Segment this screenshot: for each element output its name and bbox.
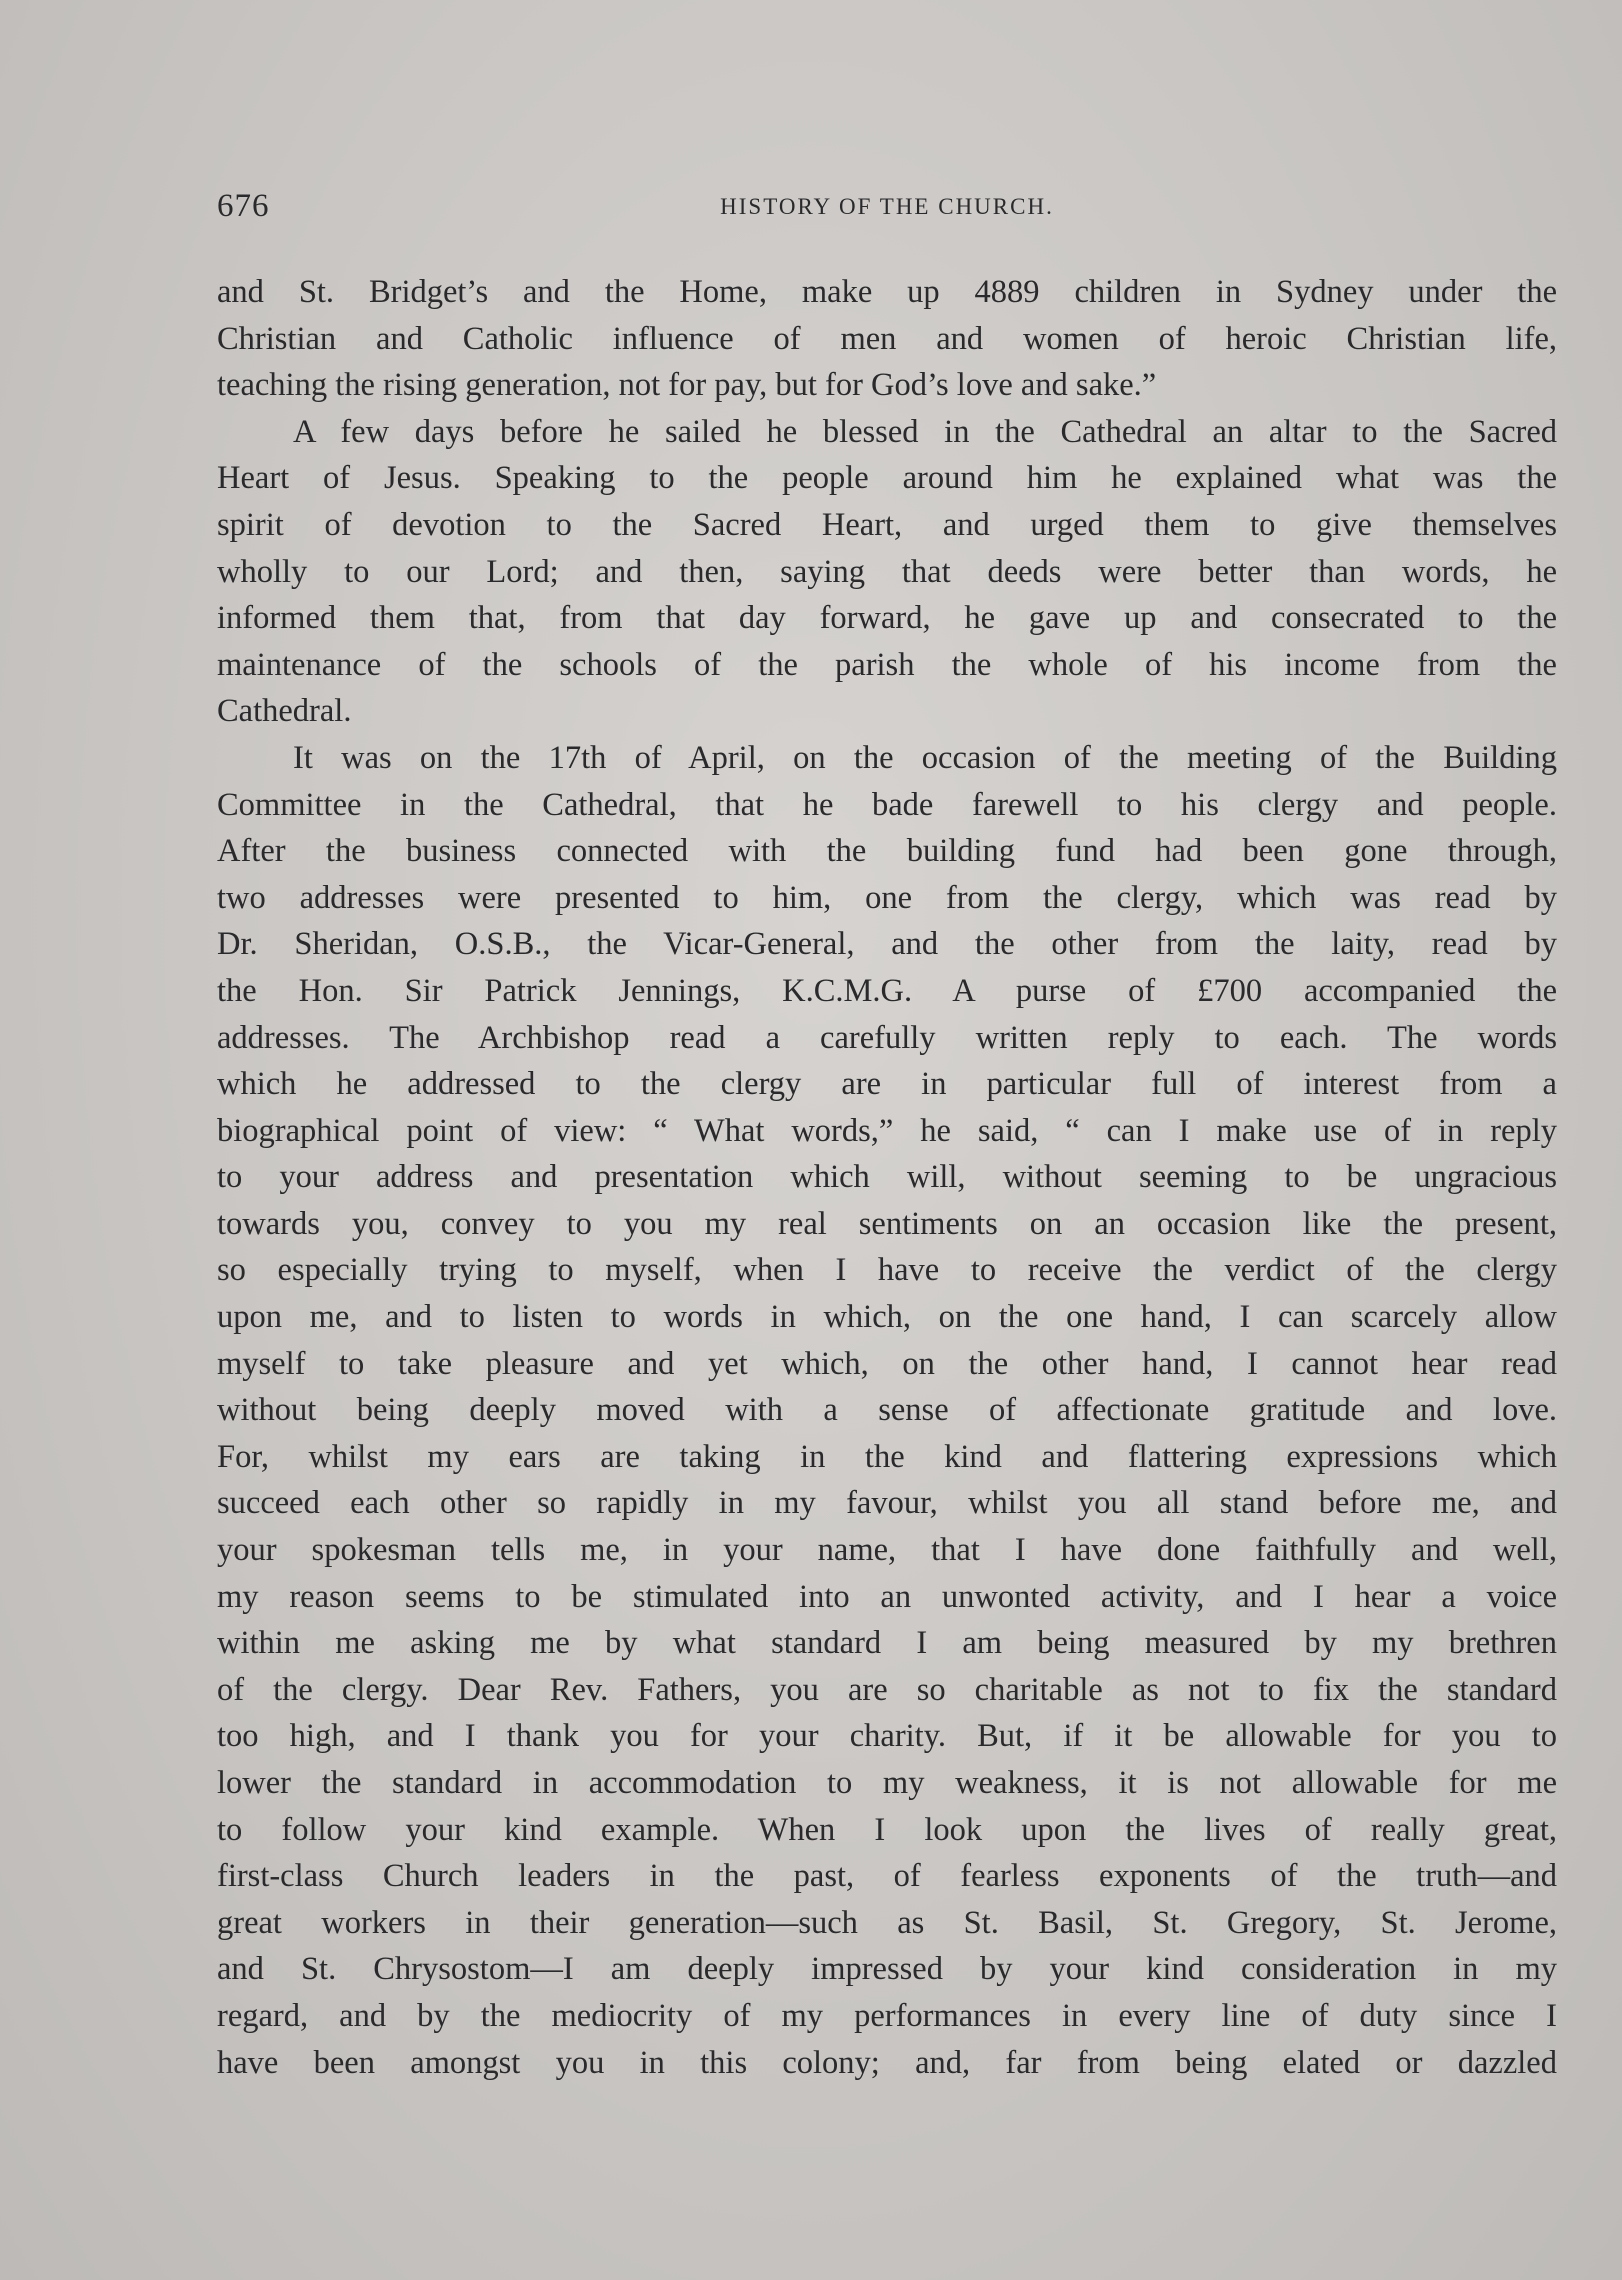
text-line: biographical point of view: “ What words,” he said, “ can I make use of in reply	[217, 1112, 1557, 1149]
text-line: two addresses were presented to him, one from the clergy, which was read by	[217, 879, 1557, 916]
text-line: Christian and Catholic influence of men and women of heroic Christian life,	[217, 320, 1557, 357]
text-line: and St. Bridget’s and the Home, make up 4889 children in Sydney under the	[217, 274, 1557, 310]
text-line: towards you, convey to you my real sentiments on an occasion like the present,	[217, 1205, 1557, 1242]
text-line: For, whilst my ears are taking in the kind and flattering expressions which	[217, 1438, 1557, 1475]
text-line: After the business connected with the building fund had been gone through,	[217, 833, 1557, 870]
text-line: too high, and I thank you for your charity. But, if it be allowable for you to	[217, 1718, 1557, 1755]
text-line: to your address and presentation which will, without seeming to be ungracious	[217, 1159, 1557, 1196]
text-line: wholly to our Lord; and then, saying that deeds were better than words, he	[217, 553, 1557, 590]
text-line: Dr. Sheridan, O.S.B., the Vicar-General, and the other from the laity, read by	[217, 926, 1557, 963]
text-line: my reason seems to be stimulated into an unwonted activity, and I hear a voice	[217, 1578, 1557, 1615]
text-line: spirit of devotion to the Sacred Heart, and urged them to give themselves	[217, 506, 1557, 543]
body-text	[217, 269, 1557, 2086]
text-line: upon me, and to listen to words in which, on the one hand, I can scarcely allow	[217, 1299, 1557, 1336]
text-line: and St. Chrysostom—I am deeply impressed by your kind consideration in my	[217, 1951, 1557, 1988]
text-line: A few days before he sailed he blessed in the Cathedral an altar to the Sacred	[293, 413, 1557, 450]
text-line: of the clergy. Dear Rev. Fathers, you are so charitable as not to fix the standard	[217, 1671, 1557, 1708]
text-line: Cathedral.	[217, 693, 352, 730]
text-line: which he addressed to the clergy are in particular full of interest from a	[217, 1066, 1557, 1103]
text-line: informed them that, from that day forward, he gave up and consecrated to the	[217, 600, 1557, 637]
text-line: maintenance of the schools of the parish the whole of his income from the	[217, 646, 1557, 683]
text-line: It was on the 17th of April, on the occasion of the meeting of the Building	[293, 739, 1557, 776]
page-number: 676	[217, 188, 270, 224]
text-line: succeed each other so rapidly in my favour, whilst you all stand before me, and	[217, 1485, 1557, 1522]
text-line: the Hon. Sir Patrick Jennings, K.C.M.G. A purse of £700 accompanied the	[217, 972, 1557, 1009]
text-line: addresses. The Archbishop read a carefully written reply to each. The words	[217, 1019, 1557, 1056]
text-line: to follow your kind example. When I look upon the lives of really great,	[217, 1811, 1557, 1848]
text-line: teaching the rising generation, not for pay, but for God’s love and sake.”	[217, 367, 1157, 404]
text-line: so especially trying to myself, when I have to receive the verdict of the clergy	[217, 1252, 1557, 1289]
running-title: HISTORY OF THE CHURCH.	[720, 194, 1054, 219]
text-line: without being deeply moved with a sense of affectionate gratitude and love.	[217, 1392, 1557, 1429]
text-line: myself to take pleasure and yet which, on the other hand, I cannot hear read	[217, 1345, 1557, 1382]
text-line: first-class Church leaders in the past, of fearless exponents of the truth—and	[217, 1858, 1557, 1895]
text-line: have been amongst you in this colony; and, far from being elated or dazzled	[217, 2044, 1557, 2081]
text-line: Committee in the Cathedral, that he bade farewell to his clergy and people.	[217, 786, 1557, 823]
running-head	[217, 188, 1557, 238]
text-line: Heart of Jesus. Speaking to the people around him he explained what was the	[217, 460, 1557, 497]
text-line: lower the standard in accommodation to my weakness, it is not allowable for me	[217, 1765, 1557, 1801]
text-line: within me asking me by what standard I am being measured by my brethren	[217, 1625, 1557, 1662]
text-line: great workers in their generation—such as St. Basil, St. Gregory, St. Jerome,	[217, 1904, 1557, 1941]
text-line: regard, and by the mediocrity of my performances in every line of duty since I	[217, 1997, 1557, 2034]
text-line: your spokesman tells me, in your name, that I have done faithfully and well,	[217, 1532, 1557, 1569]
